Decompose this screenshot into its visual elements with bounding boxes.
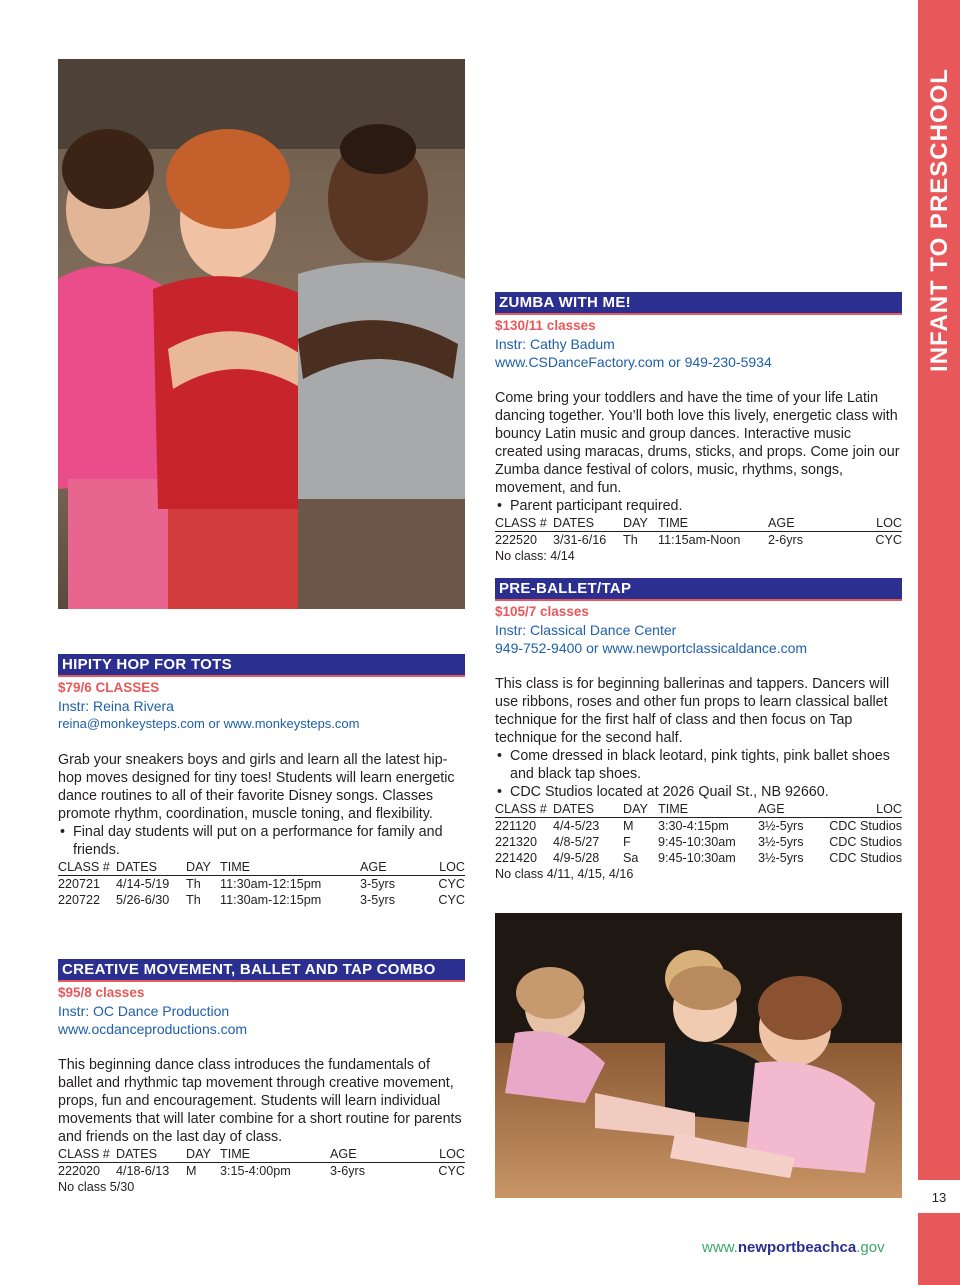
section-title: HIPITY HOP FOR TOTS: [58, 654, 465, 677]
col-age: AGE: [360, 859, 428, 876]
cell: 3:15-4:00pm: [220, 1164, 291, 1178]
cell: 4/14-5/19: [116, 877, 170, 891]
footer-url-prefix: www.: [702, 1239, 738, 1256]
col-dates: DATES: [553, 801, 623, 818]
table-row: [495, 850, 902, 866]
cell: 221420: [495, 851, 538, 865]
class-description: Come bring your toddlers and have the time of your life Latin dancing together. You’ll both love this lively, energetic class with bouncy Latin music and group dances. Interactive music created using maracas, drums, sticks, and props. Come join our Zumba dance festival of colors, music, rhythms, songs, movement, and fun.: [495, 390, 900, 496]
col-loc: LOC: [818, 801, 902, 818]
col-day: DAY: [186, 1146, 220, 1163]
table-row: [58, 876, 465, 893]
cell: Th: [186, 877, 201, 891]
footer-url-suffix: .gov: [856, 1239, 885, 1256]
ballet-toddlers-photo: [495, 913, 902, 1198]
cell: Th: [623, 533, 638, 547]
cell: 3/31-6/16: [553, 533, 607, 547]
table-row: [495, 818, 902, 835]
col-day: DAY: [623, 515, 658, 532]
table-row: [495, 532, 902, 549]
table-header-row: [58, 859, 465, 876]
cell: 4/4-5/23: [553, 819, 600, 833]
contact-link[interactable]: www.CSDanceFactory.com or 949-230-5934: [495, 354, 772, 370]
creative-movement-section: [58, 959, 465, 1195]
cell: 3½-5yrs: [758, 851, 804, 865]
col-dates: DATES: [553, 515, 623, 532]
schedule-table: [495, 801, 902, 866]
cell: 9:45-10:30am: [658, 835, 736, 849]
col-class: CLASS #: [58, 859, 116, 876]
side-tab-label: INFANT TO PRESCHOOL: [926, 68, 953, 372]
cell: CYC: [875, 533, 902, 547]
section-title: ZUMBA WITH ME!: [495, 292, 902, 315]
col-time: TIME: [658, 515, 768, 532]
cell: F: [623, 835, 631, 849]
class-price: $79/6 CLASSES: [58, 680, 160, 695]
instructor: Instr: OC Dance Production: [58, 1003, 230, 1019]
contact-link[interactable]: www.ocdanceproductions.com: [58, 1021, 248, 1037]
section-title: CREATIVE MOVEMENT, BALLET AND TAP COMBO: [58, 959, 465, 982]
table-row: [58, 1163, 465, 1180]
children-photo: [58, 59, 465, 609]
cell: CDC Studios: [829, 819, 902, 833]
cell: 222520: [495, 533, 538, 547]
cell: CDC Studios: [829, 835, 902, 849]
class-notes-list: [495, 747, 902, 801]
col-dates: DATES: [116, 1146, 186, 1163]
cell: 222020: [58, 1164, 101, 1178]
class-notes-list: [495, 497, 902, 515]
col-loc: LOC: [858, 515, 902, 532]
class-price: $130/11 classes: [495, 318, 596, 333]
col-age: AGE: [330, 1146, 420, 1163]
cell: 221320: [495, 835, 538, 849]
schedule-table: [58, 859, 465, 908]
zumba-section: [495, 292, 902, 564]
cell: 5/26-6/30: [116, 893, 170, 907]
cell: 3-5yrs: [360, 893, 395, 907]
class-description: This class is for beginning ballerinas and tappers. Dancers will use ribbons, roses and other fun props to learn classical ballet technique for the first half of class and then focus on Tap technique for the second half.: [495, 676, 890, 746]
table-header-row: [495, 515, 902, 532]
cell: Sa: [623, 851, 639, 865]
no-class-note: No class 4/11, 4/15, 4/16: [495, 867, 634, 881]
class-description: Grab your sneakers boys and girls and learn all the latest hip-hop moves designed for tiny toes! Students will learn energetic dance routines to all of their favorite Disney songs. Classes promote rhythm, coordination, muscle toning, and flexibility.: [58, 752, 455, 822]
bullet-item: • CDC Studios located at 2026 Quail St., NB 92660.: [495, 783, 902, 801]
cell: CYC: [438, 1164, 465, 1178]
col-day: DAY: [623, 801, 658, 818]
cell: M: [186, 1164, 197, 1178]
cell: 3-6yrs: [330, 1164, 365, 1178]
page-number: 13: [931, 1190, 947, 1205]
cell: 3½-5yrs: [758, 835, 804, 849]
instructor: Instr: Classical Dance Center: [495, 622, 677, 638]
no-class-note: No class: 4/14: [495, 549, 575, 563]
col-time: TIME: [658, 801, 758, 818]
col-time: TIME: [220, 859, 360, 876]
cell: Th: [186, 893, 201, 907]
col-class: CLASS #: [495, 801, 553, 818]
bullet-item: • Final day students will put on a performance for family and friends.: [58, 823, 465, 859]
cell: CYC: [438, 877, 465, 891]
schedule-table: [495, 515, 902, 548]
col-age: AGE: [758, 801, 818, 818]
col-loc: LOC: [420, 1146, 465, 1163]
cell: 220721: [58, 877, 101, 891]
table-row: [495, 834, 902, 850]
col-day: DAY: [186, 859, 220, 876]
cell: 4/18-6/13: [116, 1164, 170, 1178]
bullet-item: • Come dressed in black leotard, pink tights, pink ballet shoes and black tap shoes.: [495, 747, 902, 783]
side-tab-bar-bottom: [918, 1213, 960, 1285]
cell: 11:15am-Noon: [658, 533, 741, 547]
col-class: CLASS #: [495, 515, 553, 532]
no-class-note: No class 5/30: [58, 1180, 135, 1194]
cell: 9:45-10:30am: [658, 851, 736, 865]
footer-url-domain: newportbeachca: [737, 1239, 857, 1256]
cell: CYC: [438, 893, 465, 907]
footer-website-link[interactable]: [702, 1239, 885, 1256]
cell: M: [623, 819, 634, 833]
bullet-item: • Parent participant required.: [495, 497, 902, 515]
cell: 3:30-4:15pm: [658, 819, 729, 833]
class-price: $105/7 classes: [495, 604, 589, 619]
col-age: AGE: [768, 515, 858, 532]
cell: CDC Studios: [829, 851, 902, 865]
contact-link[interactable]: 949-752-9400 or www.newportclassicaldance.com: [495, 640, 808, 656]
pre-ballet-section: [495, 578, 902, 882]
cell: 220722: [58, 893, 101, 907]
section-title: PRE-BALLET/TAP: [495, 578, 902, 601]
col-time: TIME: [220, 1146, 330, 1163]
instructor: Instr: Cathy Badum: [495, 336, 615, 352]
table-header-row: [495, 801, 902, 818]
class-description: This beginning dance class introduces the fundamentals of ballet and rhythmic tap movement through creative movement, props, fun and encouragement. Students will learn individual movements that will later combine for a short routine for parents and friends on the last day of class.: [58, 1057, 462, 1145]
table-row: [58, 892, 465, 908]
cell: 3½-5yrs: [758, 819, 804, 833]
class-notes-list: [58, 823, 465, 859]
schedule-table: [58, 1146, 465, 1179]
cell: 11:30am-12:15pm: [220, 893, 322, 907]
cell: 2-6yrs: [768, 533, 803, 547]
table-header-row: [58, 1146, 465, 1163]
cell: 4/8-5/27: [553, 835, 600, 849]
contact-link[interactable]: reina@monkeysteps.com or www.monkeysteps.com: [58, 716, 360, 731]
instructor: Instr: Reina Rivera: [58, 698, 174, 714]
cell: 221120: [495, 819, 537, 833]
cell: 11:30am-12:15pm: [220, 877, 322, 891]
class-price: $95/8 classes: [58, 985, 145, 1000]
col-loc: LOC: [428, 859, 465, 876]
hipity-hop-section: [58, 654, 465, 908]
col-class: CLASS #: [58, 1146, 116, 1163]
col-dates: DATES: [116, 859, 186, 876]
cell: 3-5yrs: [360, 877, 395, 891]
cell: 4/9-5/28: [553, 851, 600, 865]
